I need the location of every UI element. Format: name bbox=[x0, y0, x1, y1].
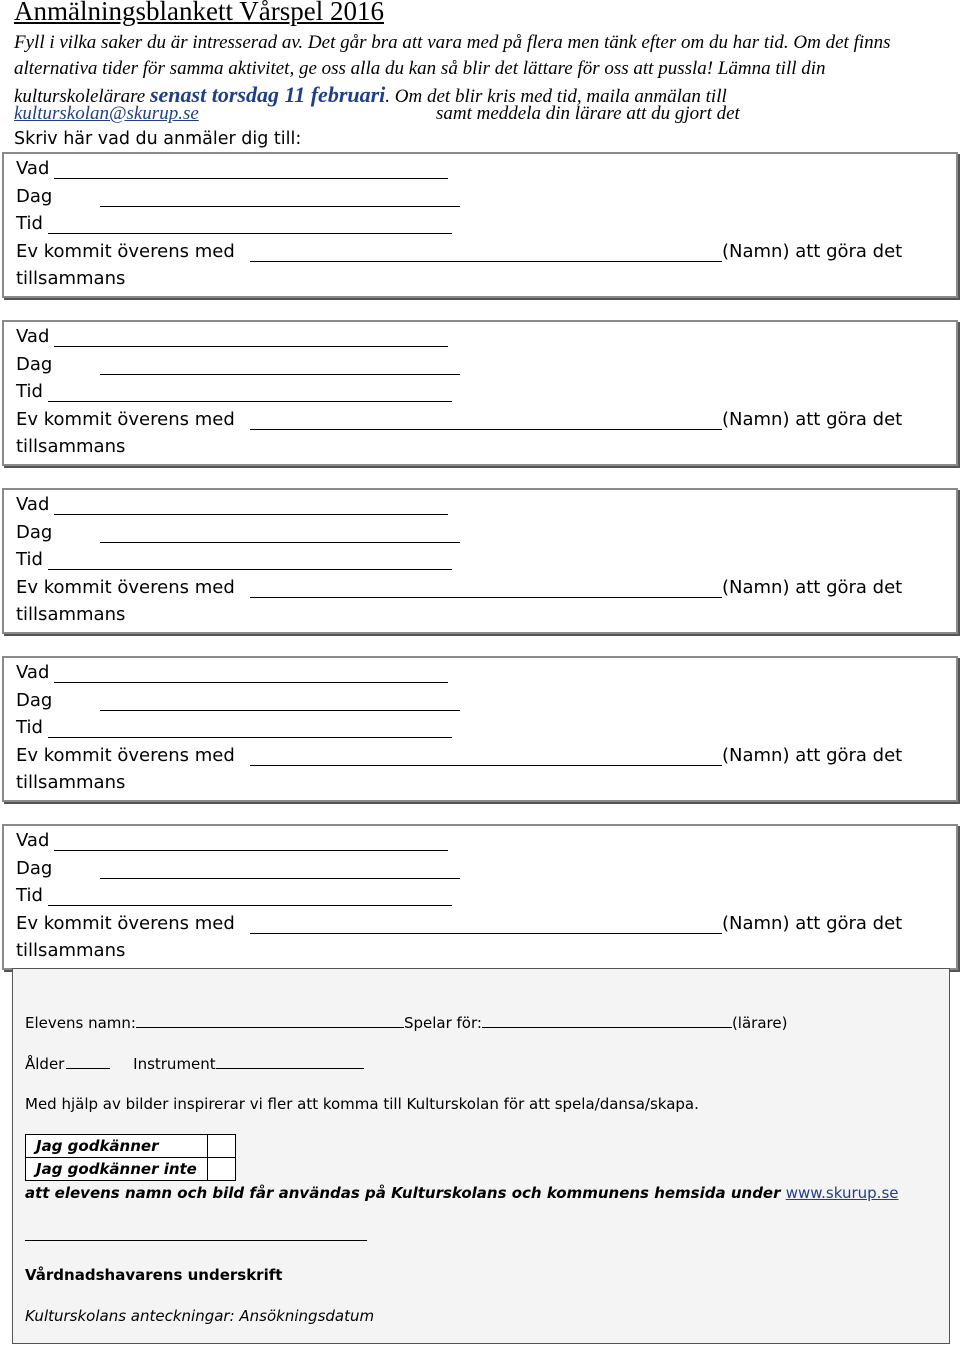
tid-label: Tid bbox=[16, 549, 43, 570]
namn-label: (Namn) att göra det bbox=[722, 913, 903, 934]
entry-box-5 bbox=[2, 824, 958, 970]
dag-field[interactable] bbox=[100, 691, 460, 711]
dag-label: Dag bbox=[16, 354, 53, 375]
consent-statement: att elevens namn och bild får användas på Kulturskolans och kommunens hemsida under bbox=[25, 1184, 786, 1202]
vad-label: Vad bbox=[16, 830, 50, 851]
tillsammans-label: tillsammans bbox=[16, 940, 126, 961]
student-info-box bbox=[12, 968, 950, 1344]
namn-label: (Namn) att göra det bbox=[722, 409, 903, 430]
ev-label: Ev kommit överens med bbox=[16, 409, 235, 430]
consent-no-label: Jag godkänner inte bbox=[26, 1158, 208, 1181]
ev-label: Ev kommit överens med bbox=[16, 577, 235, 598]
namn-field[interactable] bbox=[250, 746, 722, 766]
photo-text: Med hjälp av bilder inspirerar vi fler att komma till Kulturskolan för att spela/dansa/skapa. bbox=[25, 1095, 699, 1113]
larare-label: (lärare) bbox=[731, 1014, 788, 1032]
spelar-for-field[interactable] bbox=[482, 1013, 732, 1028]
vad-label: Vad bbox=[16, 326, 50, 347]
elevens-namn-field[interactable] bbox=[136, 1013, 404, 1028]
signature-line[interactable] bbox=[25, 1226, 367, 1245]
consent-text bbox=[25, 1184, 898, 1202]
notes-label: Kulturskolans anteckningar: Ansökningsdatum bbox=[25, 1307, 375, 1325]
tid-label: Tid bbox=[16, 885, 43, 906]
dag-field[interactable] bbox=[100, 187, 460, 207]
tid-label: Tid bbox=[16, 717, 43, 738]
vad-label: Vad bbox=[16, 494, 50, 515]
ev-label: Ev kommit överens med bbox=[16, 913, 235, 934]
tid-field[interactable] bbox=[48, 886, 452, 906]
dag-field[interactable] bbox=[100, 355, 460, 375]
email-line bbox=[14, 103, 740, 125]
vad-field[interactable] bbox=[54, 327, 448, 347]
namn-label: (Namn) att göra det bbox=[722, 577, 903, 598]
tid-label: Tid bbox=[16, 381, 43, 402]
tillsammans-label: tillsammans bbox=[16, 772, 126, 793]
vad-field[interactable] bbox=[54, 495, 448, 515]
dag-field[interactable] bbox=[100, 523, 460, 543]
dag-field[interactable] bbox=[100, 859, 460, 879]
alder-field[interactable] bbox=[66, 1054, 110, 1069]
tillsammans-label: tillsammans bbox=[16, 268, 126, 289]
spelar-for-label: Spelar för: bbox=[403, 1014, 482, 1032]
vad-field[interactable] bbox=[54, 159, 448, 179]
tid-field[interactable] bbox=[48, 550, 452, 570]
email-link[interactable]: kulturskolan@skurup.se bbox=[14, 103, 199, 124]
age-row bbox=[25, 1054, 364, 1073]
tillsammans-label: tillsammans bbox=[16, 604, 126, 625]
vad-field[interactable] bbox=[54, 663, 448, 683]
consent-no-checkbox[interactable] bbox=[207, 1158, 235, 1181]
instrument-label: Instrument bbox=[133, 1055, 216, 1073]
vad-field[interactable] bbox=[54, 831, 448, 851]
entry-box-2 bbox=[2, 320, 958, 466]
consent-yes-checkbox[interactable] bbox=[207, 1135, 235, 1158]
intro-text bbox=[14, 30, 949, 110]
namn-label: (Namn) att göra det bbox=[722, 745, 903, 766]
vad-label: Vad bbox=[16, 662, 50, 683]
consent-table bbox=[25, 1134, 236, 1181]
namn-label: (Namn) att göra det bbox=[722, 241, 903, 262]
dag-label: Dag bbox=[16, 186, 53, 207]
instrument-field[interactable] bbox=[216, 1054, 364, 1069]
consent-yes-label: Jag godkänner bbox=[26, 1135, 208, 1158]
entry-box-3 bbox=[2, 488, 958, 634]
namn-field[interactable] bbox=[250, 578, 722, 598]
name-row bbox=[25, 1013, 787, 1032]
namn-field[interactable] bbox=[250, 914, 722, 934]
page-title: Anmälningsblankett Vårspel 2016 bbox=[14, 0, 384, 26]
email-suffix: samt meddela din lärare att du gjort det bbox=[436, 103, 740, 124]
tillsammans-label: tillsammans bbox=[16, 436, 126, 457]
namn-field[interactable] bbox=[250, 410, 722, 430]
entry-box-4 bbox=[2, 656, 958, 802]
deadline: senast torsdag 11 februari bbox=[149, 82, 386, 107]
intro-part1: Fyll i vilka saker du är intresserad av. Det går bra att vara med på flera men tänk efter om du har tid. Om det finns alternativa tider för samma aktivitet, ge oss alla du kan så blir det lättare för oss att pussla! Lämna till din kulturskolelärare bbox=[14, 32, 891, 107]
instruction-text: Skriv här vad du anmäler dig till: bbox=[14, 129, 302, 149]
namn-field[interactable] bbox=[250, 242, 722, 262]
alder-label: Ålder bbox=[25, 1055, 65, 1073]
elevens-namn-label: Elevens namn: bbox=[25, 1014, 136, 1032]
dag-label: Dag bbox=[16, 858, 53, 879]
vad-label: Vad bbox=[16, 158, 50, 179]
tid-label: Tid bbox=[16, 213, 43, 234]
signature-label: Vårdnadshavarens underskrift bbox=[25, 1266, 283, 1284]
tid-field[interactable] bbox=[48, 214, 452, 234]
dag-label: Dag bbox=[16, 522, 53, 543]
tid-field[interactable] bbox=[48, 382, 452, 402]
tid-field[interactable] bbox=[48, 718, 452, 738]
ev-label: Ev kommit överens med bbox=[16, 241, 235, 262]
intro-part2: . Om det blir kris med tid, maila anmälan till bbox=[385, 86, 727, 107]
entry-box-1 bbox=[2, 152, 958, 298]
ev-label: Ev kommit överens med bbox=[16, 745, 235, 766]
dag-label: Dag bbox=[16, 690, 53, 711]
website-link[interactable]: www.skurup.se bbox=[785, 1184, 899, 1202]
